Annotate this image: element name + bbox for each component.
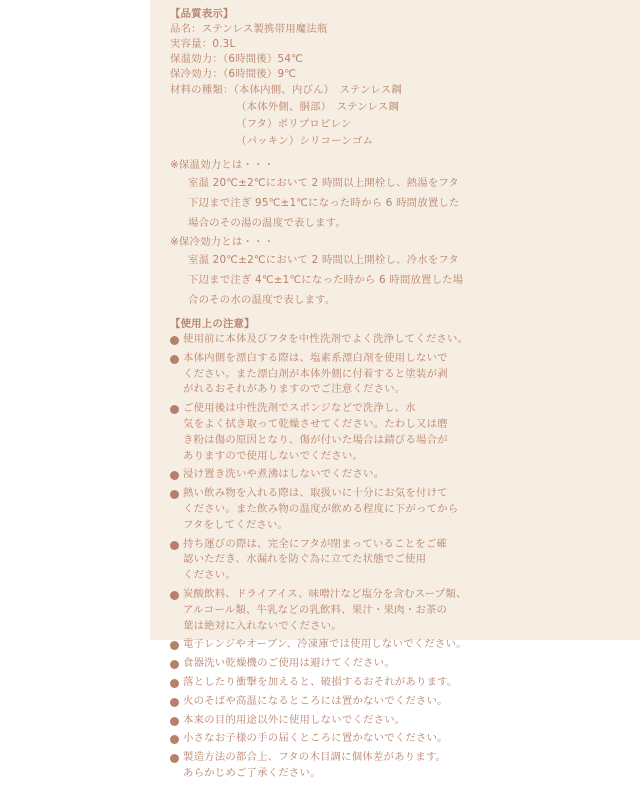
bullet-icon — [170, 541, 179, 550]
usage-item-line: 使用前に本体及びフタを中性洗剤でよく洗浄してください。 — [183, 333, 469, 345]
usage-item-line: アルコール類、牛乳などの乳飲料、果汁・果肉・お茶の — [183, 603, 448, 616]
usage-item-line: 製造方法の都合上、フタの木目調に個体差があります。 — [183, 751, 447, 764]
usage-item — [170, 713, 630, 729]
bullet-icon — [170, 336, 179, 345]
usage-item — [170, 731, 630, 747]
bullet-icon — [170, 735, 179, 744]
usage-item-line: がれるおそれがありますのでご注意ください。 — [183, 383, 406, 396]
bullet-icon — [170, 717, 179, 726]
bullet-icon — [170, 679, 179, 688]
usage-item-line: 火のそばや高温になるところには置かないでください。 — [183, 694, 448, 707]
material-lid: （フタ）ポリプロピレン — [236, 118, 352, 130]
usage-item-line: き粉は傷の原因となり、傷が付いた場合は錆びる場合が — [183, 433, 448, 446]
usage-item — [170, 637, 630, 653]
usage-item — [170, 750, 630, 782]
usage-title: 【使用上の注意】 — [170, 318, 255, 330]
usage-item — [170, 675, 630, 691]
usage-item-line: あらかじめご了承ください。 — [183, 766, 321, 779]
bullet-icon — [170, 355, 179, 364]
heat-note-head: ※保温効力とは・・・ — [170, 159, 275, 171]
bullet-icon — [170, 660, 179, 669]
product-label-panel — [150, 0, 640, 779]
product-name: 品名：ステンレス製携帯用魔法瓶 — [170, 23, 328, 35]
usage-list — [170, 332, 630, 782]
usage-item — [170, 486, 630, 533]
heat-note-line: 下辺まで注ぎ 95℃±1℃になった時から 6 時間放置した — [188, 197, 460, 209]
cold-note-line: 下辺まで注ぎ 4℃±1℃になった時から 6 時間放置した場 — [188, 274, 464, 286]
heat-note-line: 室温 20℃±2℃において 2 時間以上開栓し、熱湯をフタ — [188, 177, 459, 189]
usage-item-line: ください。 — [183, 569, 236, 582]
usage-item-line: 気をよく拭き取って乾燥させてください。たわし又は磨 — [183, 417, 448, 430]
usage-item-line: ください。また漂白剤が本体外側に付着すると塗装が剥 — [183, 367, 448, 380]
usage-item-line: 浸け置き洗いや煮沸はしないでください。 — [183, 468, 385, 481]
heat-retention: 保温効力：（6時間後）54℃ — [170, 53, 304, 65]
bullet-icon — [170, 698, 179, 707]
usage-item — [170, 351, 630, 398]
usage-item-line: 小さなお子様の手の届くところに置かないでください。 — [183, 732, 448, 745]
bullet-icon — [170, 405, 179, 414]
usage-item-line: フタをしてください。 — [183, 518, 289, 531]
usage-item-line: ご使用後は中性洗剤でスポンジなどで洗浄し、水 — [183, 402, 416, 415]
material-outer: （本体外側、胴部） ステンレス鋼 — [236, 101, 399, 113]
usage-item — [170, 467, 630, 483]
cold-retention: 保冷効力：（6時間後）9℃ — [170, 68, 297, 80]
usage-item-line: 認いただき、水漏れを防ぐ為に立てた状態でご使用 — [183, 553, 427, 566]
usage-item-line: 本来の目的用途以外に使用しないでください。 — [183, 713, 406, 726]
bullet-icon — [170, 754, 179, 763]
material-gasket: （パッキン）シリコーンゴム — [236, 135, 374, 147]
usage-item-line: 熱い飲み物を入れる際は、取扱いに十分にお気を付けて — [183, 487, 448, 500]
bullet-icon — [170, 591, 179, 600]
quality-title: 【品質表示】 — [170, 8, 234, 20]
usage-item-line: 持ち運びの際は、完全にフタが閉まっていることをご確 — [183, 537, 448, 550]
usage-item-line: 電子レンジやオーブン、冷凍庫では使用しないでください。 — [183, 638, 467, 651]
cold-note-line: 室温 20℃±2℃において 2 時間以上開栓し、冷水をフタ — [188, 254, 459, 266]
cold-note-head: ※保冷効力とは・・・ — [170, 236, 275, 248]
usage-item — [170, 537, 630, 584]
usage-item — [170, 656, 630, 672]
usage-item-line: 食器洗い乾燥機のご使用は避けてください。 — [183, 657, 395, 670]
cold-note-line: 合のその水の温度で表します。 — [188, 294, 336, 306]
usage-item-line: ください。また飲み物の温度が飲める程度に下がってから — [183, 502, 459, 515]
usage-item — [170, 587, 630, 634]
usage-item — [170, 694, 630, 710]
usage-item-line: 葉は絶対に入れないでください。 — [183, 619, 342, 632]
usage-item — [170, 401, 630, 464]
materials-first: 材料の種類：（本体内側、内びん） ステンレス鋼 — [170, 84, 402, 96]
usage-item-line: ありますので使用しないでください。 — [183, 449, 364, 462]
usage-item-line: 本体内側を漂白する際は、塩素系漂白剤を使用しないで — [183, 351, 448, 364]
heat-note-line: 場合のその湯の温度で表します。 — [188, 217, 347, 229]
bullet-icon — [170, 641, 179, 650]
bullet-icon — [170, 490, 179, 499]
usage-item-line: 落としたり衝撃を加えると、破損するおそれがあります。 — [183, 675, 458, 688]
usage-item-line: 炭酸飲料、ドライアイス、味噌汁など塩分を含むスープ類、 — [183, 587, 467, 600]
bullet-icon — [170, 471, 179, 480]
label-content — [170, 0, 630, 785]
usage-item — [170, 332, 630, 348]
capacity: 実容量：0.3L — [170, 38, 236, 50]
